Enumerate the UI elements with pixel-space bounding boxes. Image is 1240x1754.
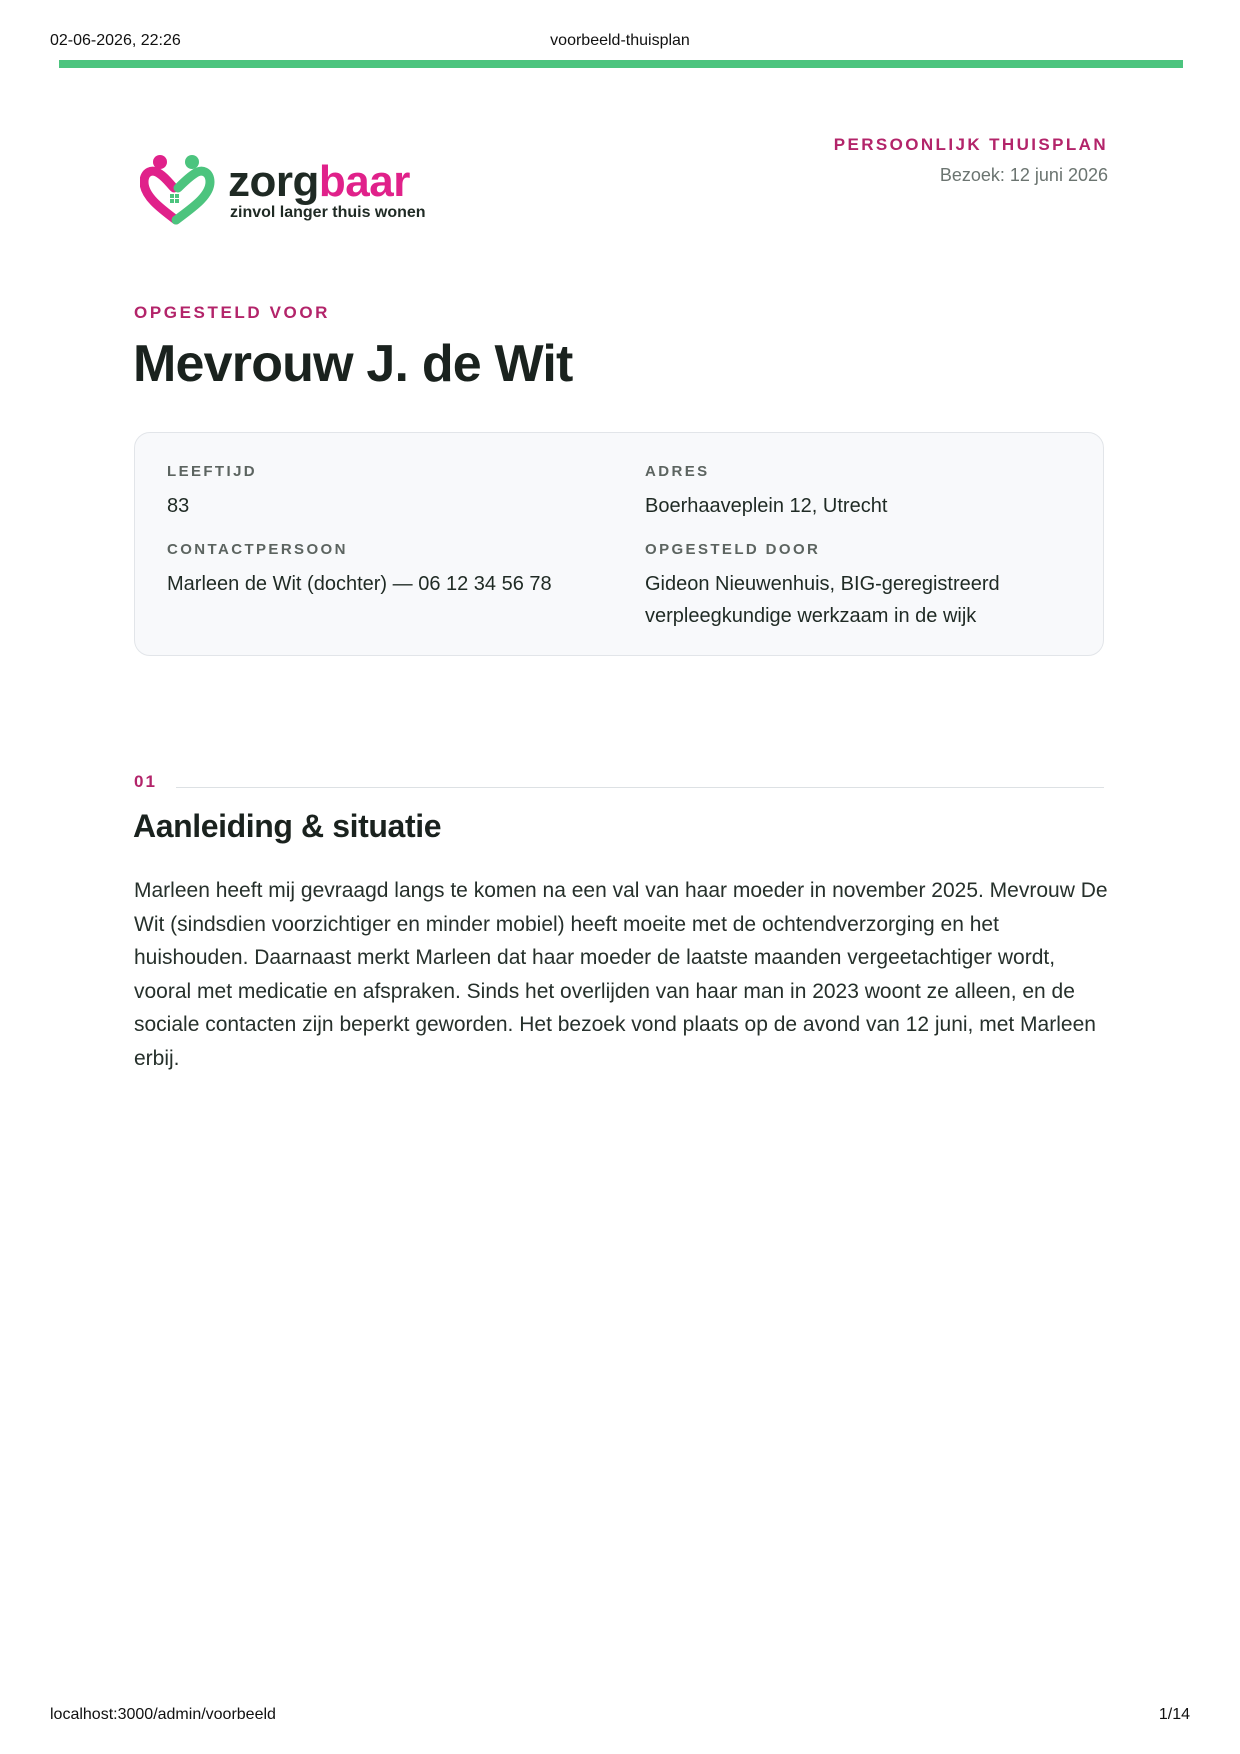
address-value: Boerhaaveplein 12, Utrecht — [645, 495, 888, 517]
age-value: 83 — [167, 495, 190, 517]
brand-name-part2: baar — [318, 157, 410, 206]
heart-house-icon — [140, 152, 216, 228]
contact-field — [167, 541, 552, 600]
visit-date: Bezoek: 12 juni 2026 — [939, 165, 1108, 185]
section-number: 01 — [134, 772, 157, 791]
print-page-title: voorbeeld-thuisplan — [550, 32, 690, 49]
contact-value: Marleen de Wit (dochter) — 06 12 34 56 78 — [167, 573, 552, 595]
section-body: Marleen heeft mij gevraagd langs te komen na een val van haar moeder in november 2025. Mevrouw De Wit (sindsdien voorzichtiger en minder mobiel) heeft moeite met de ochtendverzorging en het huishouden. Daarnaast merkt Marleen dat haar moeder de laatste maanden vergeetachtiger wordt, vooral met medicatie en afspraken. Sinds het overlijden van haar man in 2023 woont ze alleen, en de sociale contacten zijn beperkt geworden. Het bezoek vond plaats op de avond van 12 juni, met Marleen erbij. — [134, 879, 1108, 1070]
accent-bar — [59, 60, 1183, 68]
print-header — [50, 32, 1190, 54]
brand-wordmark — [228, 158, 410, 206]
section-title: Aanleiding & situatie — [133, 808, 442, 844]
client-info-card — [134, 432, 1104, 656]
contact-label: CONTACTPERSOON — [167, 541, 348, 558]
author-value: Gideon Nieuwenhuis, BIG-geregistreerd verpleegkundige werkzaam in de wijk — [645, 573, 1000, 627]
prepared-for-label: OPGESTELD VOOR — [134, 303, 331, 322]
print-page-count: 1/14 — [1158, 1706, 1190, 1723]
brand-logo — [140, 152, 450, 230]
brand-tagline: zinvol langer thuis wonen — [230, 204, 426, 221]
address-label: ADRES — [645, 463, 710, 480]
brand-name-part1: zorg — [228, 157, 319, 206]
age-field — [167, 463, 257, 522]
print-footer — [50, 1706, 1190, 1728]
address-field — [645, 463, 887, 522]
document-type-label: PERSOONLIJK THUISPLAN — [833, 135, 1108, 154]
section-divider — [176, 787, 1104, 788]
author-field — [645, 541, 1085, 632]
print-url: localhost:3000/admin/voorbeeld — [50, 1706, 276, 1723]
age-label: LEEFTIJD — [167, 463, 258, 480]
recipient-name: Mevrouw J. de Wit — [133, 335, 573, 393]
author-label: OPGESTELD DOOR — [645, 541, 821, 558]
print-datetime: 02-06-2026, 22:26 — [50, 32, 181, 49]
